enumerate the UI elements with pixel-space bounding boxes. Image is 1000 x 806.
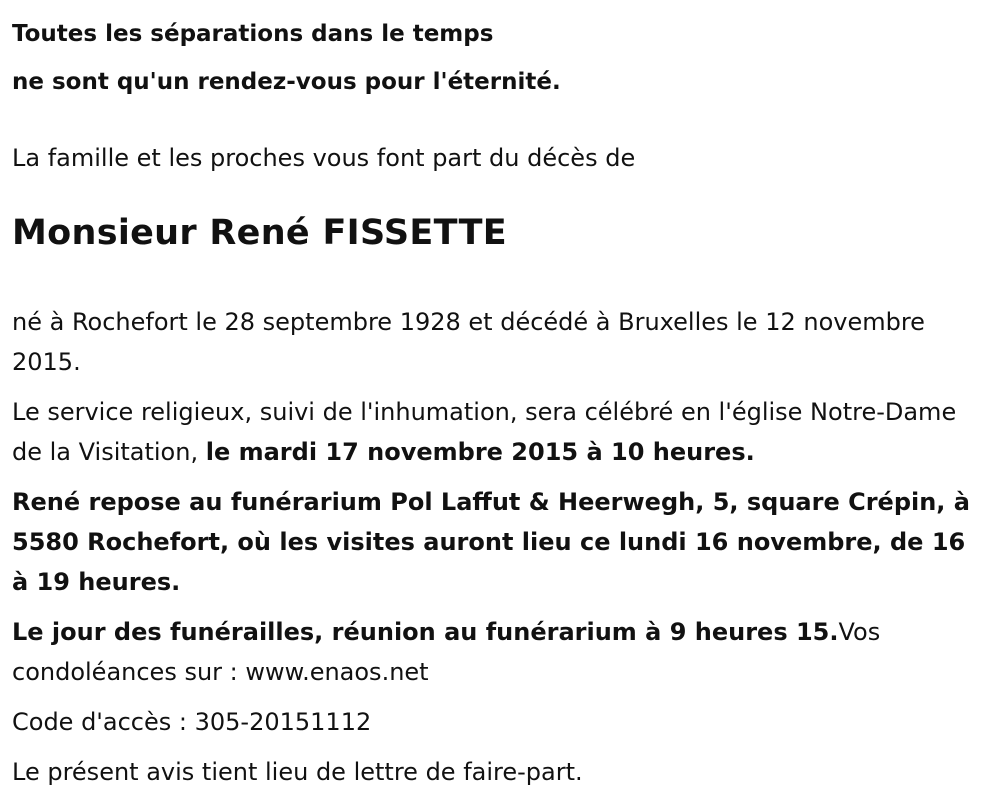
epigraph — [12, 10, 988, 106]
condolences-info: Vos condoléances sur : www.enaos.net — [12, 618, 881, 686]
service-text: Le service religieux, suivi de l'inhumation, sera célébré en l'église Notre-Dame de la Visitation, — [12, 398, 957, 466]
service-info — [12, 392, 988, 472]
service-date: le mardi 17 novembre 2015 à 10 heures. — [205, 438, 755, 466]
announcement-intro: La famille et les proches vous font part du décès de — [12, 144, 636, 172]
funeral-day-info — [12, 612, 988, 692]
birth-death-info: né à Rochefort le 28 septembre 1928 et décédé à Bruxelles le 12 novembre 2015. — [12, 308, 925, 376]
funeral-day-meeting: Le jour des funérailles, réunion au funérarium à 9 heures 15. — [12, 618, 839, 646]
access-code: Code d'accès : 305-20151112 — [12, 708, 372, 736]
epigraph-line-1: Toutes les séparations dans le temps — [12, 21, 494, 47]
funerarium-info: René repose au funérarium Pol Laffut & Heerwegh, 5, square Crépin, à 5580 Rochefort, où les visites auront lieu ce lundi 16 novembre, de 16 à 19 heures. — [12, 488, 970, 596]
deceased-name: Monsieur René FISSETTE — [12, 213, 507, 253]
epigraph-line-2: ne sont qu'un rendez-vous pour l'éternité. — [12, 69, 561, 95]
notice-text: Le présent avis tient lieu de lettre de faire-part. — [12, 758, 583, 786]
